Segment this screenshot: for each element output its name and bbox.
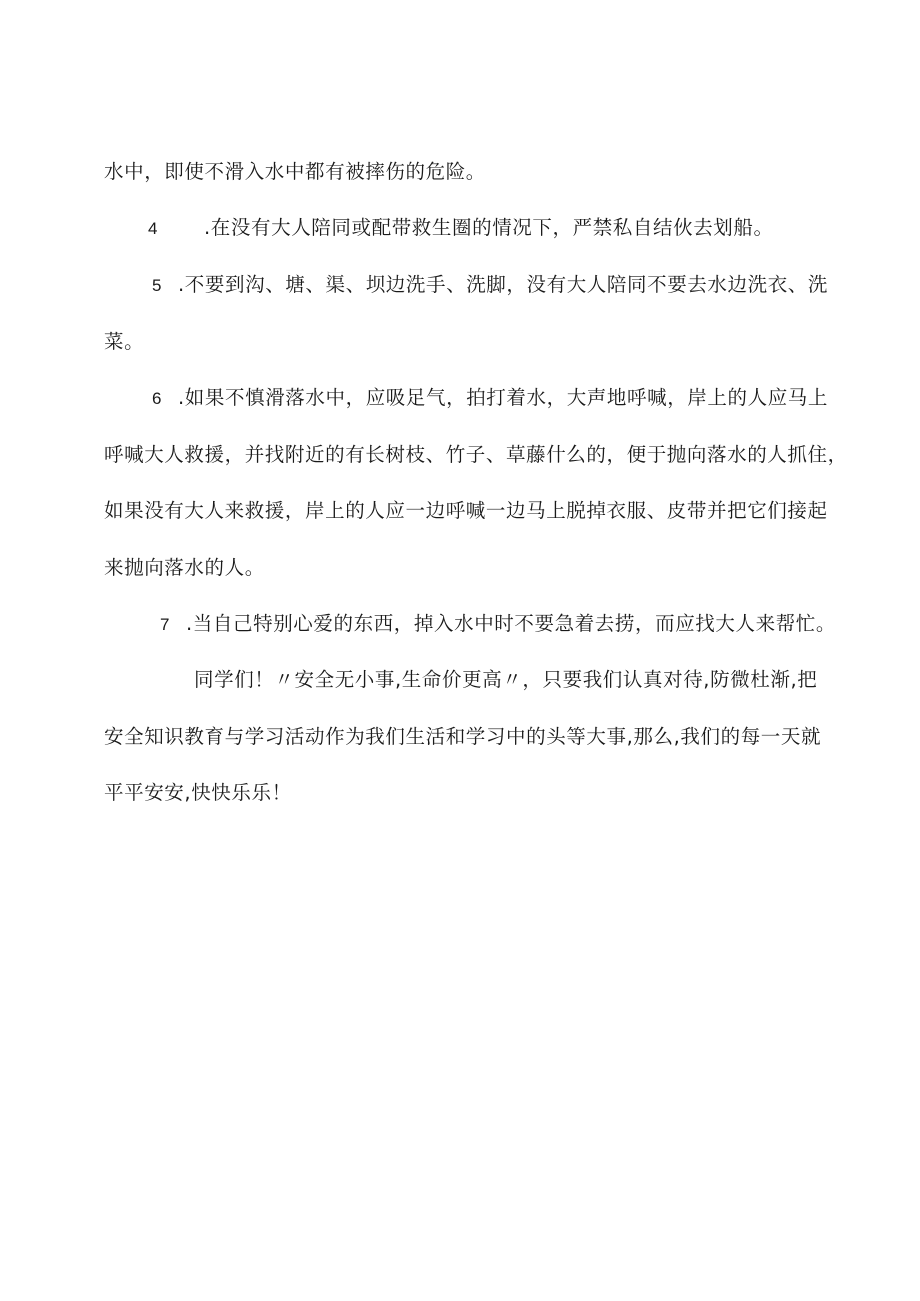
item-4 [148, 216, 774, 241]
item-6-number: 6 [152, 389, 163, 408]
item-5-line-1 [152, 273, 828, 298]
item-4-text: .在没有大人陪同或配带救生圈的情况下，严禁私自结伙去划船。 [204, 216, 774, 239]
item-6-line-4: 来抛向落水的人。 [104, 556, 265, 579]
item-6-line-1 [152, 386, 828, 411]
item-7-number: 7 [160, 615, 171, 634]
item-5-text: .不要到沟、塘、渠、坝边洗手、洗脚，没有大人陪同不要去水边洗衣、洗 [178, 273, 828, 296]
item-5-line-2: 菜。 [104, 330, 145, 353]
item-3-tail: 水中，即使不滑入水中都有被摔伤的危险。 [104, 160, 486, 183]
item-6-text: .如果不慎滑落水中，应吸足气，拍打着水，大声地呼喊，岸上的人应马上 [178, 386, 828, 409]
item-6-line-2: 呼喊大人救援，并找附近的有长树枝、竹子、草藤什么的，便于抛向落水的人抓住， [104, 443, 848, 466]
item-7-text: .当自己特别心爱的东西，掉入水中时不要急着去捞，而应找大人来帮忙。 [186, 612, 836, 635]
item-6-line-3: 如果没有大人来救援，岸上的人应一边呼喊一边马上脱掉衣服、皮带并把它们接起 [104, 499, 828, 522]
item-4-number: 4 [148, 219, 159, 238]
closing-line-2: 安全知识教育与学习活动作为我们生活和学习中的头等大事,那么,我们的每一天就 [104, 725, 822, 748]
item-5-number: 5 [152, 276, 163, 295]
closing-line-1: 同学们！〃安全无小事,生命价更高〃，只要我们认真对待,防微杜渐,把 [194, 668, 818, 691]
item-7 [160, 612, 836, 637]
closing-line-3: 平平安安,快快乐乐！ [104, 781, 292, 804]
